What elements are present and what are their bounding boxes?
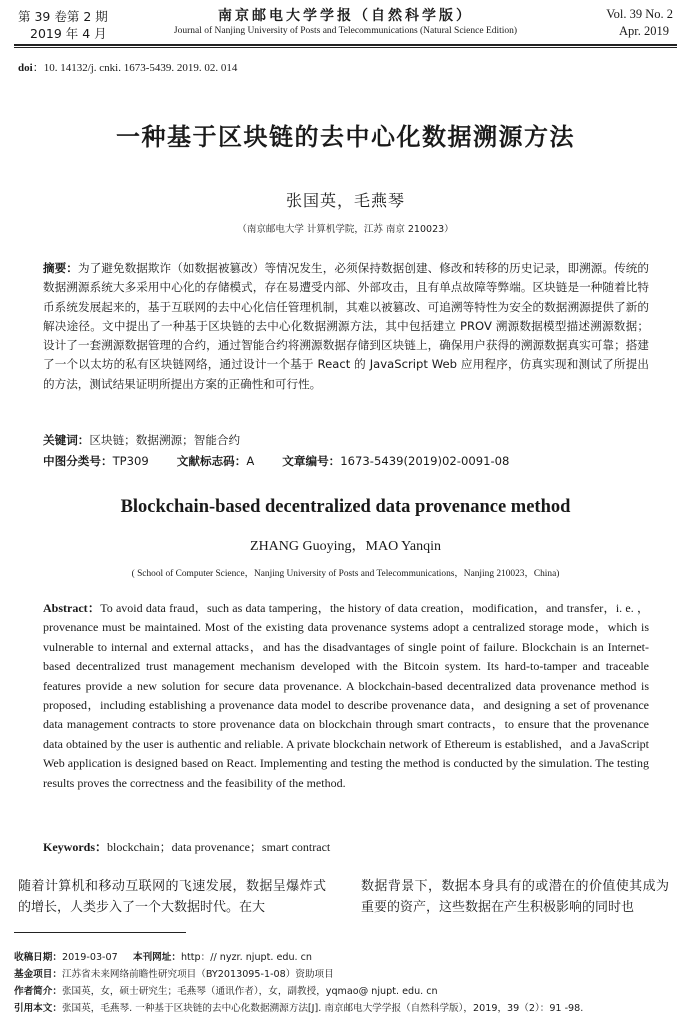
footnote-cite [14, 1000, 684, 1014]
journal-title-en: Journal of Nanjing University of Posts and Telecommunications (Natural Science Edition) [173, 26, 518, 36]
cite-text: 张国英，毛燕琴. 一种基于区块链的去中心化数据溯源方法[J]. 南京邮电大学学报（自然科学版），2019，39（2）：91 -98. [61, 1003, 584, 1014]
header-rule-thin [14, 47, 677, 48]
footnote-rule [14, 932, 186, 933]
received-label: 收稿日期： [14, 952, 62, 963]
clc-label: 中图分类号： [43, 454, 113, 468]
keywords-en-text: blockchain；data provenance；smart contract [107, 840, 331, 854]
received-date: 2019-03-07 [61, 952, 118, 963]
body-column-left: 随着计算机和移动互联网的飞速发展，数据呈爆炸式的增长，人类步入了一个大数据时代。在大 [18, 879, 326, 915]
affiliation-en: ( School of Computer Science，Nanjing University of Posts and Telecommunications，Nanjing 210023，China) [131, 569, 560, 579]
keywords-cn-label: 关键词： [43, 433, 90, 447]
author-text: 张国英，女，硕士研究生；毛燕琴（通讯作者），女，副教授，yqmao@ njupt. edu. cn [61, 986, 438, 997]
article-no-label: 文章编号： [282, 454, 341, 468]
clc-value: TP309 [112, 454, 149, 468]
keywords-en-label: Keywords： [43, 840, 107, 854]
doi-line[interactable]: doi：10. 14132/j. cnki. 1673-5439. 2019. 02. 014 [18, 62, 238, 74]
volume-issue-cn: 第 39 卷第 2 期 [18, 9, 108, 24]
doi-value[interactable]: 10. 14132/j. cnki. 1673-5439. 2019. 02. 014 [43, 62, 238, 74]
article-title-en: Blockchain-based decentralized data provenance method [120, 497, 571, 517]
abstract-en-label: Abstract： [43, 601, 101, 615]
body-column-right: 数据背景下，数据本身具有的或潜在的价值使其成为重要的资产，这些数据在产生积极影响的同时也 [361, 879, 669, 915]
cite-label: 引用本文： [14, 1003, 62, 1014]
keywords-en [43, 838, 330, 855]
doc-code-label: 文献标志码： [176, 454, 247, 468]
footnote-author [14, 983, 684, 997]
doc-code-value: A [246, 454, 255, 468]
abstract-en-text: To avoid data fraud，such as data tampering，the history of data creation，modification，and transfer，i. e. ，provenance must be maintained. Most of the existing data provenance systems adopt a centralized storage mode，which is vulnerable to internal and external attacks，and has the disadvantages of single point of failure. Blockchain is an Internet-based decentralized trust management mechanism developed with the Bitcoin system. Its hard-to-tamper and traceable features provide a new solution for secure data provenance. A blockchain-based decentralized data provenance method is proposed，including establishing a provenance data model to describe provenance data，and designing a set of provenance data management contracts to store provenance data on blockchain through smart contracts，to ensure that the provenance data obtained by the user is authentic and reliable. A private blockchain network of Ethereum is established，and a JavaScript Web application is designed based on React. Implementing and testing the method is conducted by the simulation. The testing results proves the correctness and the feasibility of the method. [43, 601, 650, 790]
abstract-en [43, 599, 649, 793]
doi-label: doi [18, 62, 33, 74]
footnote-received [14, 949, 684, 963]
fund-label: 基金项目： [14, 969, 62, 980]
volume-issue-en: Vol. 39 No. 2 [606, 7, 673, 21]
author-label: 作者简介： [14, 986, 62, 997]
authors-en: ZHANG Guoying，MAO Yanqin [250, 539, 441, 554]
fund-text: 江苏省未来网络前瞻性研究项目（BY2013095-1-08）资助项目 [61, 969, 334, 980]
keywords-cn [43, 432, 240, 448]
affiliation-cn: （南京邮电大学 计算机学院，江苏 南京 210023） [237, 224, 454, 235]
date-en: Apr. 2019 [619, 24, 669, 38]
online-label: 本刊网址： [132, 952, 181, 963]
keywords-cn-text: 区块链；数据溯源；智能合约 [89, 433, 241, 447]
online-url[interactable]: http：// nyzr. njupt. edu. cn [180, 952, 313, 963]
classification-line [43, 453, 509, 469]
abstract-cn [43, 259, 649, 394]
authors-cn: 张国英，毛燕琴 [285, 191, 405, 210]
abstract-cn-text: 为了避免数据欺诈（如数据被篡改）等情况发生，必须保持数据创建、修改和转移的历史记录，即溯源。传统的数据溯源系统大多采用中心化的存储模式，存在易遭受内部、外部攻击，且有单点故障等弊端。区块链是一种随着比特币系统发展起来的，基于互联网的去中心化信任管理机制，其难以被篡改、可追溯等特性为安全的数据溯源提供了新的解决途径。文中提出了一种基于区块链的去中心化数据溯源方法，其中包括建立 PROV 溯源数据模型描述溯源数据；设计了一套溯源数据管理的合约，通过智能合约将溯源数据存储到区块链上，确保用户获得的溯源数据真实可靠；搭建了一个以太坊的私有区块链网络，通过设计一个基于 React 的 JavaScript Web 应用程序，仿真实现和测试了所提出的方法，测试结果证明所提出方案的正确性和可行性。 [43, 261, 649, 391]
date-cn: 2019 年 4 月 [30, 26, 107, 41]
footnote-fund [14, 966, 684, 980]
article-no-value: 1673-5439(2019)02-0091-08 [340, 454, 510, 468]
journal-title-cn: 南京邮电大学学报（自然科学版） [218, 8, 473, 24]
header-rule-thick [14, 44, 677, 46]
abstract-cn-label: 摘要： [43, 261, 78, 275]
article-title-cn: 一种基于区块链的去中心化数据溯源方法 [116, 123, 575, 151]
